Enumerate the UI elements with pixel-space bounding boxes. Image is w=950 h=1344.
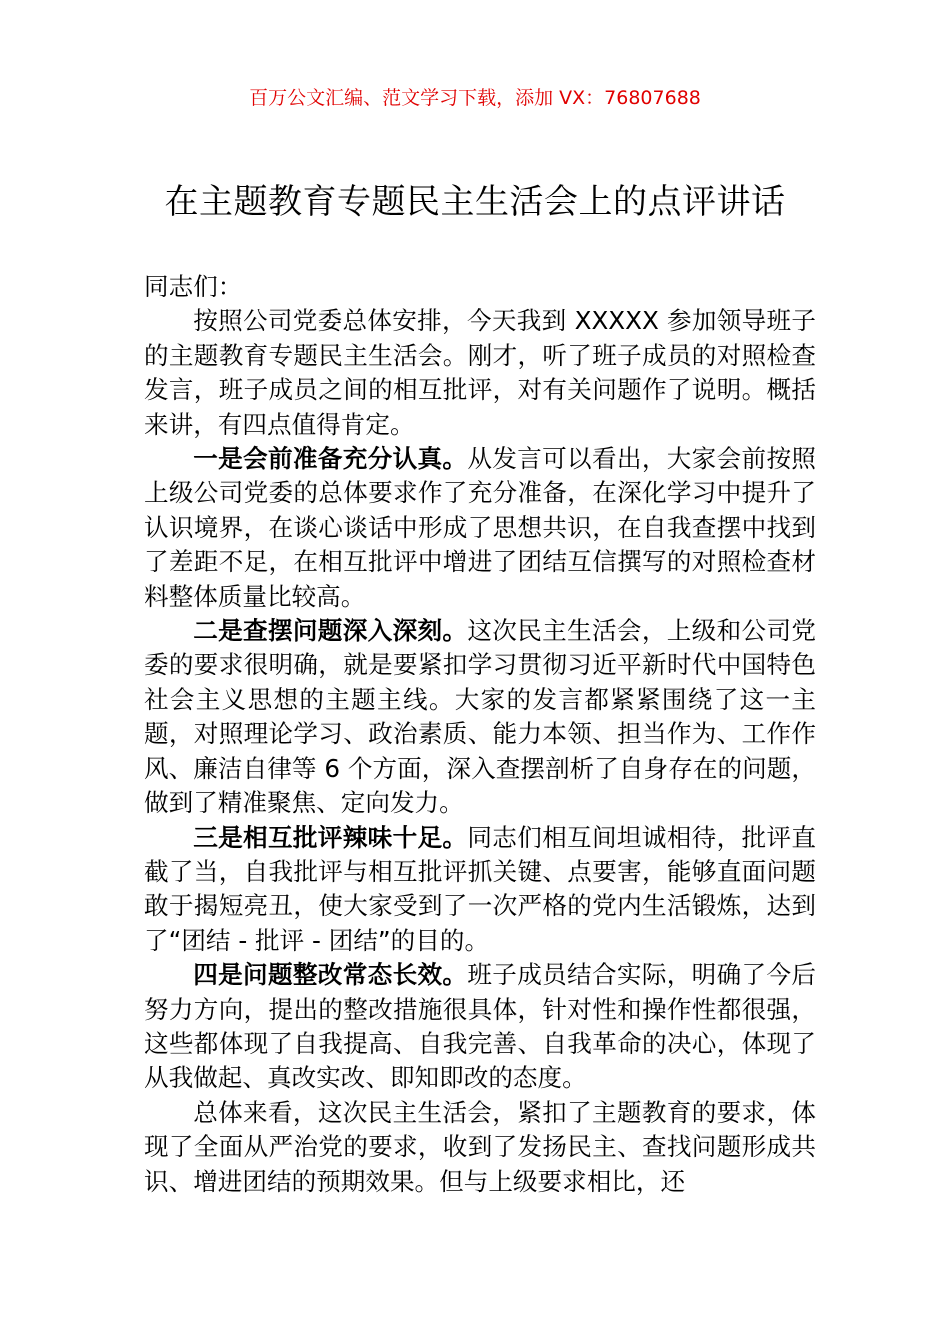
paragraph-text: 班子成员结合实际，明确了今后努力方向，提出的整改措施很具体，针对性和操作性都很强，这些都体现了自我提高、自我完善、自我革命的决心，体现了从我做起、真改实改、即知即改的态度。: [144, 960, 816, 1093]
page-title: 在主题教育专题民主生活会上的点评讲话: [164, 182, 786, 222]
paragraph-text: 同志们相互间坦诚相待，批评直截了当，自我批评与相互批评抓关键、点要害，能够直面问题敢于揭短亮丑，使大家受到了一次严格的党内生活锻炼，达到了“团结 - 批评 - 团结”的目的。: [144, 822, 816, 955]
paragraph-text: 总体来看，这次民主生活会，紧扣了主题教育的要求，体现了全面从严治党的要求，收到了发扬民主、查找问题形成共识、增进团结的预期效果。但与上级要求相比，还: [144, 1097, 816, 1196]
paragraph: [144, 304, 816, 442]
paragraph-text: 这次民主生活会，上级和公司党委的要求很明确，就是要紧扣学习贯彻习近平新时代中国特色社会主义思想的主题主线。大家的发言都紧紧围绕了这一主题，对照理论学习、政治素质、能力本领、担当作为、工作作风、廉洁自律等 6 个方面，深入查摆剖析了自身存在的问题，做到了精准聚焦、定向发力。: [144, 616, 816, 818]
paragraph-lead: 四是问题整改常态长效。: [193, 960, 468, 990]
paragraph: [144, 821, 816, 959]
header-note: 百万公文汇编、范文学习下载，添加 VX：76807688: [249, 87, 701, 109]
paragraph-text: 按照公司党委总体安排，今天我到 XXXXX 参加领导班子的主题教育专题民主生活会。刚才，听了班子成员的对照检查发言，班子成员之间的相互批评，对有关问题作了说明。概括来讲，有四点值得肯定。: [144, 306, 816, 439]
paragraph-text: 从发言可以看出，大家会前按照上级公司党委的总体要求作了充分准备，在深化学习中提升了认识境界，在谈心谈话中形成了思想共识，在自我查摆中找到了差距不足，在相互批评中增进了团结互信撰写的对照检查材料整体质量比较高。: [144, 444, 816, 611]
paragraph: [144, 1096, 816, 1199]
paragraph-lead: 一是会前准备充分认真。: [193, 444, 468, 474]
paragraph: [144, 958, 816, 1096]
paragraph-lead: 三是相互批评辣味十足。: [193, 822, 468, 852]
salutation: 同志们：: [144, 272, 243, 301]
paragraph-lead: 二是查摆问题深入深刻。: [193, 616, 468, 646]
paragraph: [144, 614, 816, 820]
paragraph: [144, 442, 816, 614]
document-body: [144, 270, 816, 1199]
